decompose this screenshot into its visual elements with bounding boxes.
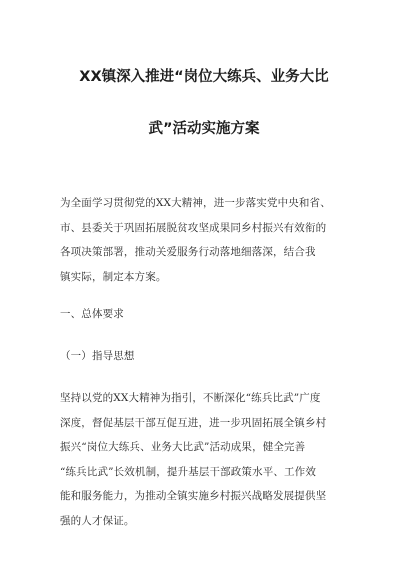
intro-line: 各项决策部署，推动关爱服务行动落地细落深，结合我 <box>60 246 316 258</box>
guiding-line: 深度，督促基层干部互促互进，进一步巩固拓展全镇乡村 <box>60 416 327 429</box>
intro-line: 镇实际，制定本方案。 <box>60 270 167 283</box>
guiding-line: 振兴“岗位大练兵、业务大比武”活动成果，健全完善 <box>60 441 306 453</box>
guiding-ideology-paragraph <box>60 386 350 533</box>
intro-line: 市、县委关于巩固拓展脱贫攻坚成果同乡村振兴有效衔的 <box>60 221 327 234</box>
intro-line: 为全面学习贯彻党的XX大精神，进一步落实党中央和省、 <box>60 197 331 209</box>
subsection-heading-guiding-ideology: （一）指导思想 <box>60 350 135 362</box>
document-title-line-2: 武”活动实施方案 <box>148 121 260 137</box>
document-title-line-1: XX镇深入推进“岗位大练兵、业务大比 <box>79 69 329 85</box>
guiding-line: 强的人才保证。 <box>60 514 135 527</box>
guiding-line: 坚持以党的XX大精神为指引，不断深化“练兵比武”广度 <box>60 392 321 404</box>
section-heading-general-requirements: 一、总体要求 <box>60 308 124 320</box>
guiding-line: 能和服务能力，为推动全镇实施乡村振兴战略发展提供坚 <box>60 490 327 502</box>
intro-paragraph <box>60 191 350 289</box>
guiding-line: “练兵比武”长效机制，提升基层干部政策水平、工作效 <box>60 465 316 478</box>
